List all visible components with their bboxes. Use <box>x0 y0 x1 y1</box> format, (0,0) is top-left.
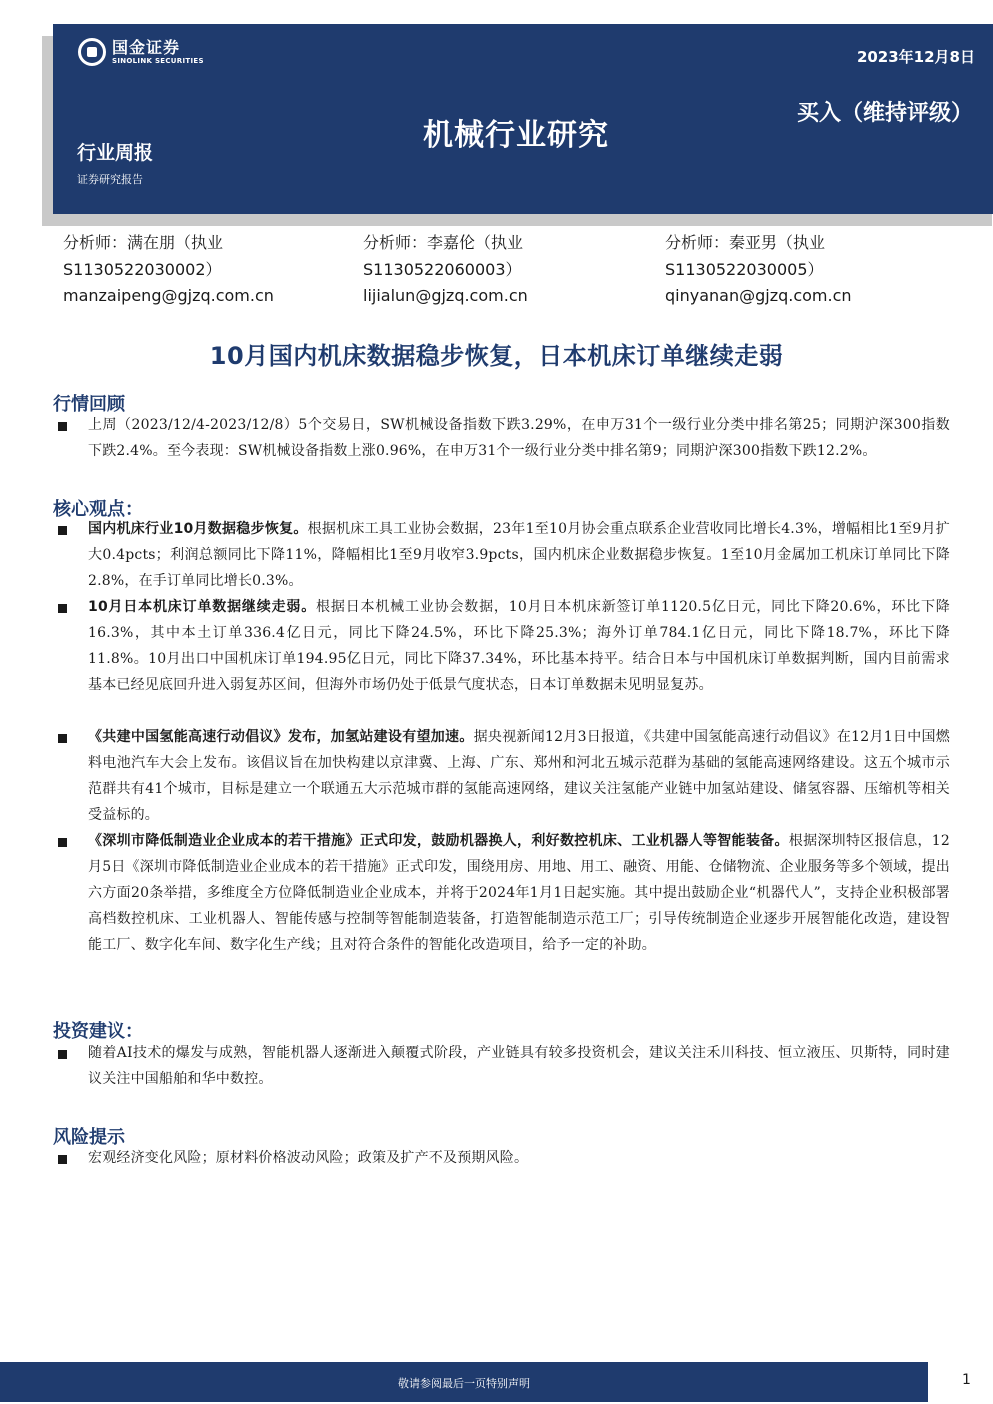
bullet-icon <box>58 734 67 743</box>
analyst-name: 分析师：李嘉伦（执业 <box>363 233 524 252</box>
bullet-icon <box>58 838 67 847</box>
section-heading-market: 行情回顾 <box>53 394 125 415</box>
logo-icon <box>78 38 106 66</box>
view-paragraph <box>88 516 950 594</box>
analyst-email[interactable]: manzaipeng@gjzq.com.cn <box>63 286 274 305</box>
section-heading-views: 核心观点： <box>53 499 143 520</box>
advice-paragraph: 随着AI技术的爆发与成熟，智能机器人逐渐进入颠覆式阶段，产业链具有较多投资机会，建议关注禾川科技、恒立液压、贝斯特，同时建议关注中国船舶和华中数控。 <box>88 1045 950 1087</box>
page-number: 1 <box>962 1372 971 1388</box>
company-logo <box>78 38 204 66</box>
analyst-license: S1130522030005） <box>665 259 824 279</box>
report-subtype: 证券研究报告 <box>77 173 143 186</box>
view-lead: 《共建中国氢能高速行动倡议》发布，加氢站建设有望加速。 <box>88 729 474 745</box>
view-lead: 10月日本机床订单数据继续走弱。 <box>88 599 317 615</box>
analyst-card <box>63 230 274 310</box>
main-title: 10月国内机床数据稳步恢复，日本机床订单继续走弱 <box>209 342 784 370</box>
analyst-card <box>363 230 528 310</box>
view-body: 根据深圳特区报信息，12月5日《深圳市降低制造业企业成本的若干措施》正式印发，围绕用房、用地、用工、融资、用能、仓储物流、企业服务等多个领域，提出六方面20条举措，多维度全方位降低制造业企业成本，并将于2024年1月1日起实施。其中提出鼓励企业“机器代人”，支持企业积极部署高档数控机床、工业机器人、智能传感与控制等智能制造装备，打造智能制造示范工厂；引导传统制造企业逐步开展智能化改造，建设智能工厂、数字化车间、数字化生产线；且对符合条件的智能化改造项目，给予一定的补助。 <box>88 833 951 953</box>
view-body: 据央视新闻12月3日报道，《共建中国氢能高速行动倡议》在12月1日中国燃料电池汽车大会上发布。该倡议旨在加快构建以京津冀、上海、广东、郑州和河北五城示范群为基础的氢能高速网络建设。这五个城市示范群共有41个城市，目标是建立一个联通五大示范城市群的氢能高速网络，建议关注氢能产业链中加氢站建设、储氢容器、压缩机等相关受益标的。 <box>88 729 950 823</box>
analyst-name: 分析师：满在朋（执业 <box>63 233 224 252</box>
section-heading-advice: 投资建议： <box>53 1021 143 1042</box>
logo-name-cn: 国金证券 <box>112 37 181 57</box>
bullet-icon <box>58 1050 67 1059</box>
analyst-email[interactable]: qinyanan@gjzq.com.cn <box>665 286 852 305</box>
rating-badge: 买入（维持评级） <box>796 101 973 126</box>
bullet-icon <box>58 1155 67 1164</box>
view-body: 根据机床工具工业协会数据，23年1至10月协会重点联系企业营收同比增长4.3%，增幅相比1至9月扩大0.4pcts；利润总额同比下降11%，降幅相比1至9月收窄3.9pcts，国内机床企业数据稳步恢复。1至10月金属加工机床订单同比下降2.8%，在手订单同比增长0.3%。 <box>88 521 951 589</box>
analyst-license: S1130522030002） <box>63 259 222 279</box>
analyst-list <box>63 230 963 312</box>
bullet-icon <box>58 526 67 535</box>
view-paragraph <box>88 828 950 958</box>
analyst-license: S1130522060003） <box>363 259 522 279</box>
view-paragraph <box>88 594 950 698</box>
analyst-card <box>665 230 852 310</box>
logo-name-en: SINOLINK SECURITIES <box>112 56 204 65</box>
report-title: 机械行业研究 <box>423 118 609 153</box>
header-banner <box>53 24 993 214</box>
view-lead: 《深圳市降低制造业企业成本的若干措施》正式印发，鼓励机器换人，利好数控机床、工业机器人等智能装备。 <box>88 833 789 849</box>
report-type: 行业周报 <box>77 142 154 164</box>
footer-disclaimer: 敬请参阅最后一页特别声明 <box>398 1377 530 1390</box>
risk-paragraph: 宏观经济变化风险；原材料价格波动风险；政策及扩产不及预期风险。 <box>88 1150 529 1166</box>
view-body: 根据日本机械工业协会数据，10月日本机床新签订单1120.5亿日元，同比下降20.6%，环比下降16.3%，其中本土订单336.4亿日元，同比下降24.5%，环比下降25.3%；海外订单784.1亿日元，同比下降18.7%，环比下降11.8%。10月出口中国机床订单194.95亿日元，同比下降37.34%，环比基本持平。结合日本与中国机床订单数据判断，国内目前需求基本已经见底回升进入弱复苏区间，但海外市场仍处于低景气度状态，日本订单数据未见明显复苏。 <box>88 599 951 693</box>
view-paragraph <box>88 724 950 828</box>
bullet-icon <box>58 604 67 613</box>
bullet-icon <box>58 422 67 431</box>
analyst-name: 分析师：秦亚男（执业 <box>665 233 826 252</box>
section-heading-risk: 风险提示 <box>53 1127 125 1148</box>
market-paragraph: 上周（2023/12/4-2023/12/8）5个交易日，SW机械设备指数下跌3.29%，在申万31个一级行业分类中排名第25；同期沪深300指数下跌2.4%。至今表现：SW机械设备指数上涨0.96%，在申万31个一级行业分类中排名第9；同期沪深300指数下跌12.2%。 <box>88 417 950 459</box>
view-lead: 国内机床行业10月数据稳步恢复。 <box>88 521 308 537</box>
report-date: 2023年12月8日 <box>856 48 975 66</box>
analyst-email[interactable]: lijialun@gjzq.com.cn <box>363 286 528 305</box>
